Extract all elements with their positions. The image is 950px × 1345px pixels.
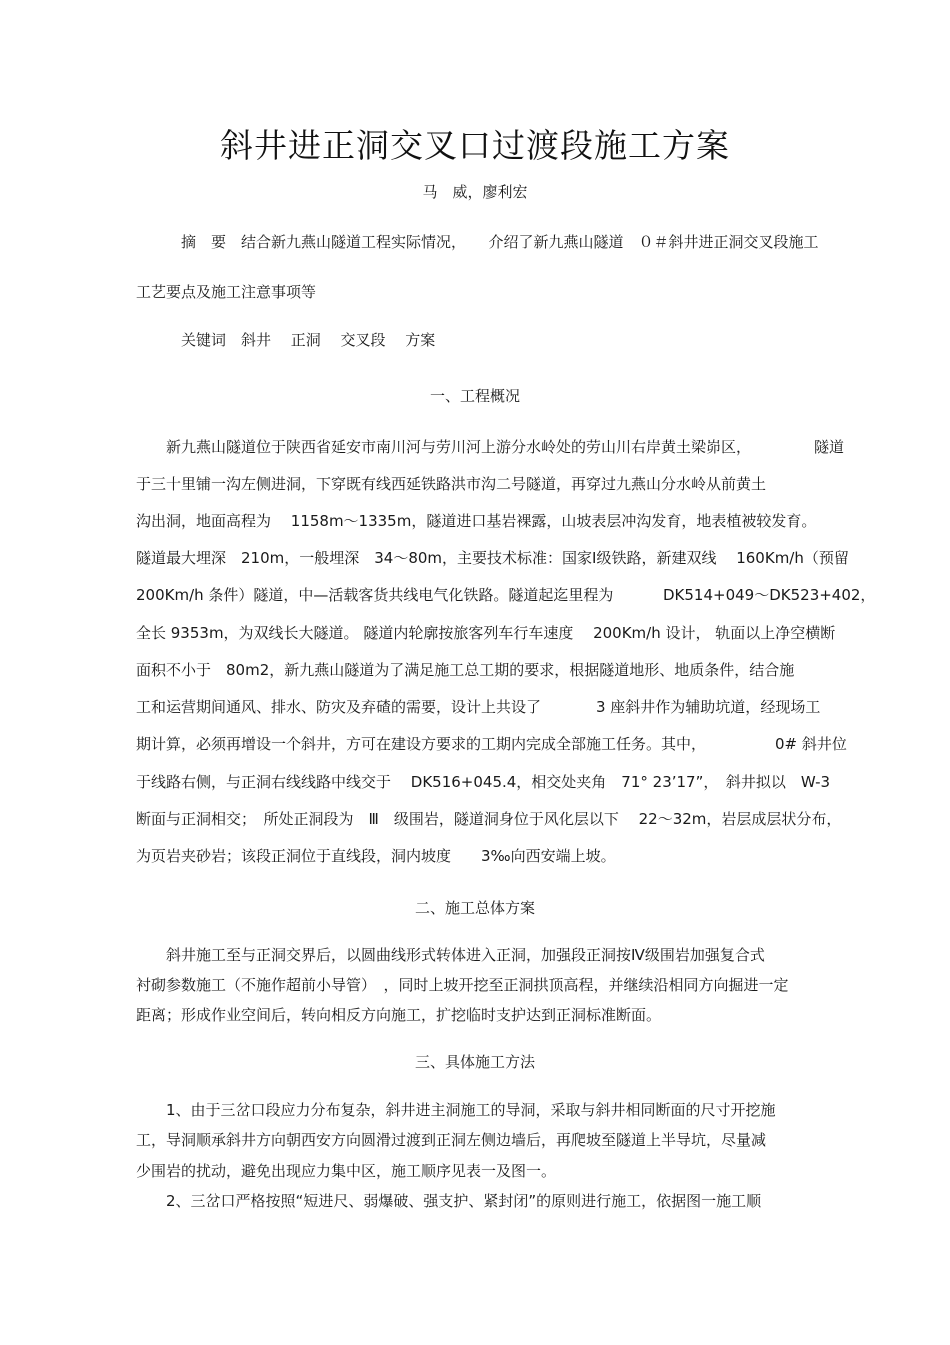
paragraph-line: 新九燕山隧道位于陕西省延安市南川河与劳川河上游分水岭处的劳山川右岸黄土梁峁区，	[166, 438, 752, 456]
abstract-line-1: 摘 要 结合新九燕山隧道工程实际情况， 介绍了新九燕山隧道 ０＃斜井进正洞交叉段施工	[181, 233, 819, 251]
paragraph-line: 面积不小于 80m2，新九燕山隧道为了满足施工总工期的要求，根据隧道地形、地质条件，结合施	[136, 661, 795, 679]
paragraph-line: 1、由于三岔口段应力分布复杂，斜井进主洞施工的导洞，采取与斜井相同断面的尺寸开挖施	[166, 1101, 776, 1119]
paragraph-line: 于三十里铺一沟左侧进洞，下穿既有线西延铁路洪市沟二号隧道，再穿过九燕山分水岭从前黄土	[136, 475, 767, 493]
section-heading-2: 二、施工总体方案	[414, 899, 535, 917]
paragraph-line: 0# 斜井位	[775, 735, 847, 753]
section-heading-1: 一、工程概况	[429, 387, 520, 405]
paragraph-line: 隧道	[814, 438, 845, 456]
paragraph-line: 全长 9353m，为双线长大隧道。 隧道内轮廓按旅客列车行车速度 200Km/h 设计， 轨面以上净空横断	[136, 624, 836, 642]
paragraph-line: 隧道最大埋深 210m，一般埋深 34～80m，主要技术标准：国家Ⅰ级铁路，新建双线 160Km/h（预留	[136, 549, 849, 567]
paragraph-line: 衬砌参数施工（不施作超前小导管） ，同时上坡开挖至正洞拱顶高程，并继续沿相同方向掘进一定	[136, 976, 789, 994]
paragraph-line: 2、三岔口严格按照“短进尺、弱爆破、强支护、紧封闭”的原则进行施工，依据图一施工顺	[166, 1192, 762, 1210]
paragraph-line: 期计算，必须再增设一个斜井，方可在建设方要求的工期内完成全部施工任务。其中，	[136, 735, 707, 753]
paragraph-line: 3 座斜井作为辅助坑道，经现场工	[596, 698, 821, 716]
document-title: 斜井进正洞交叉口过渡段施工方案	[220, 126, 730, 165]
paragraph-line: 于线路右侧，与正洞右线线路中线交于 DK516+045.4，相交处夹角 71° 23’17”， 斜井拟以 W-3	[136, 773, 831, 791]
paragraph-line: 工，导洞顺承斜井方向朝西安方向圆滑过渡到正洞左侧边墙后，再爬坡至隧道上半导坑，尽量减	[136, 1131, 767, 1149]
authors: 马 威，廖利宏	[422, 183, 528, 201]
paragraph-line: 沟出洞，地面高程为 1158m～1335m，隧道进口基岩裸露，山坡表层冲沟发育，地表植被较发育。	[136, 512, 817, 530]
abstract-line-2: 工艺要点及施工注意事项等	[136, 283, 317, 301]
paragraph-line: 斜井施工至与正洞交界后，以圆曲线形式转体进入正洞，加强段正洞按Ⅳ级围岩加强复合式	[166, 946, 765, 964]
paragraph-line: 为页岩夹砂岩；该段正洞位于直线段，洞内坡度 3‰向西安端上坡。	[136, 847, 616, 865]
paragraph-line: 断面与正洞相交； 所处正洞段为 Ⅲ 级围岩，隧道洞身位于风化层以下 22～32m，岩层成层状分布，	[136, 810, 842, 828]
paragraph-line: 200Km/h 条件）隧道，中—活载客货共线电气化铁路。隧道起迄里程为	[136, 586, 614, 604]
paragraph-line: 工和运营期间通风、排水、防灾及弃碴的需要，设计上共设了	[136, 698, 542, 716]
paragraph-line: 距离；形成作业空间后，转向相反方向施工，扩挖临时支护达到正洞标准断面。	[136, 1006, 662, 1024]
section-heading-3: 三、具体施工方法	[414, 1053, 535, 1071]
paragraph-line: 少围岩的扰动，避免出现应力集中区，施工顺序见表一及图一。	[136, 1162, 557, 1180]
keywords: 关键词 斜井 正洞 交叉段 方案	[181, 331, 436, 349]
paragraph-line: DK514+049～DK523+402，	[663, 586, 876, 604]
